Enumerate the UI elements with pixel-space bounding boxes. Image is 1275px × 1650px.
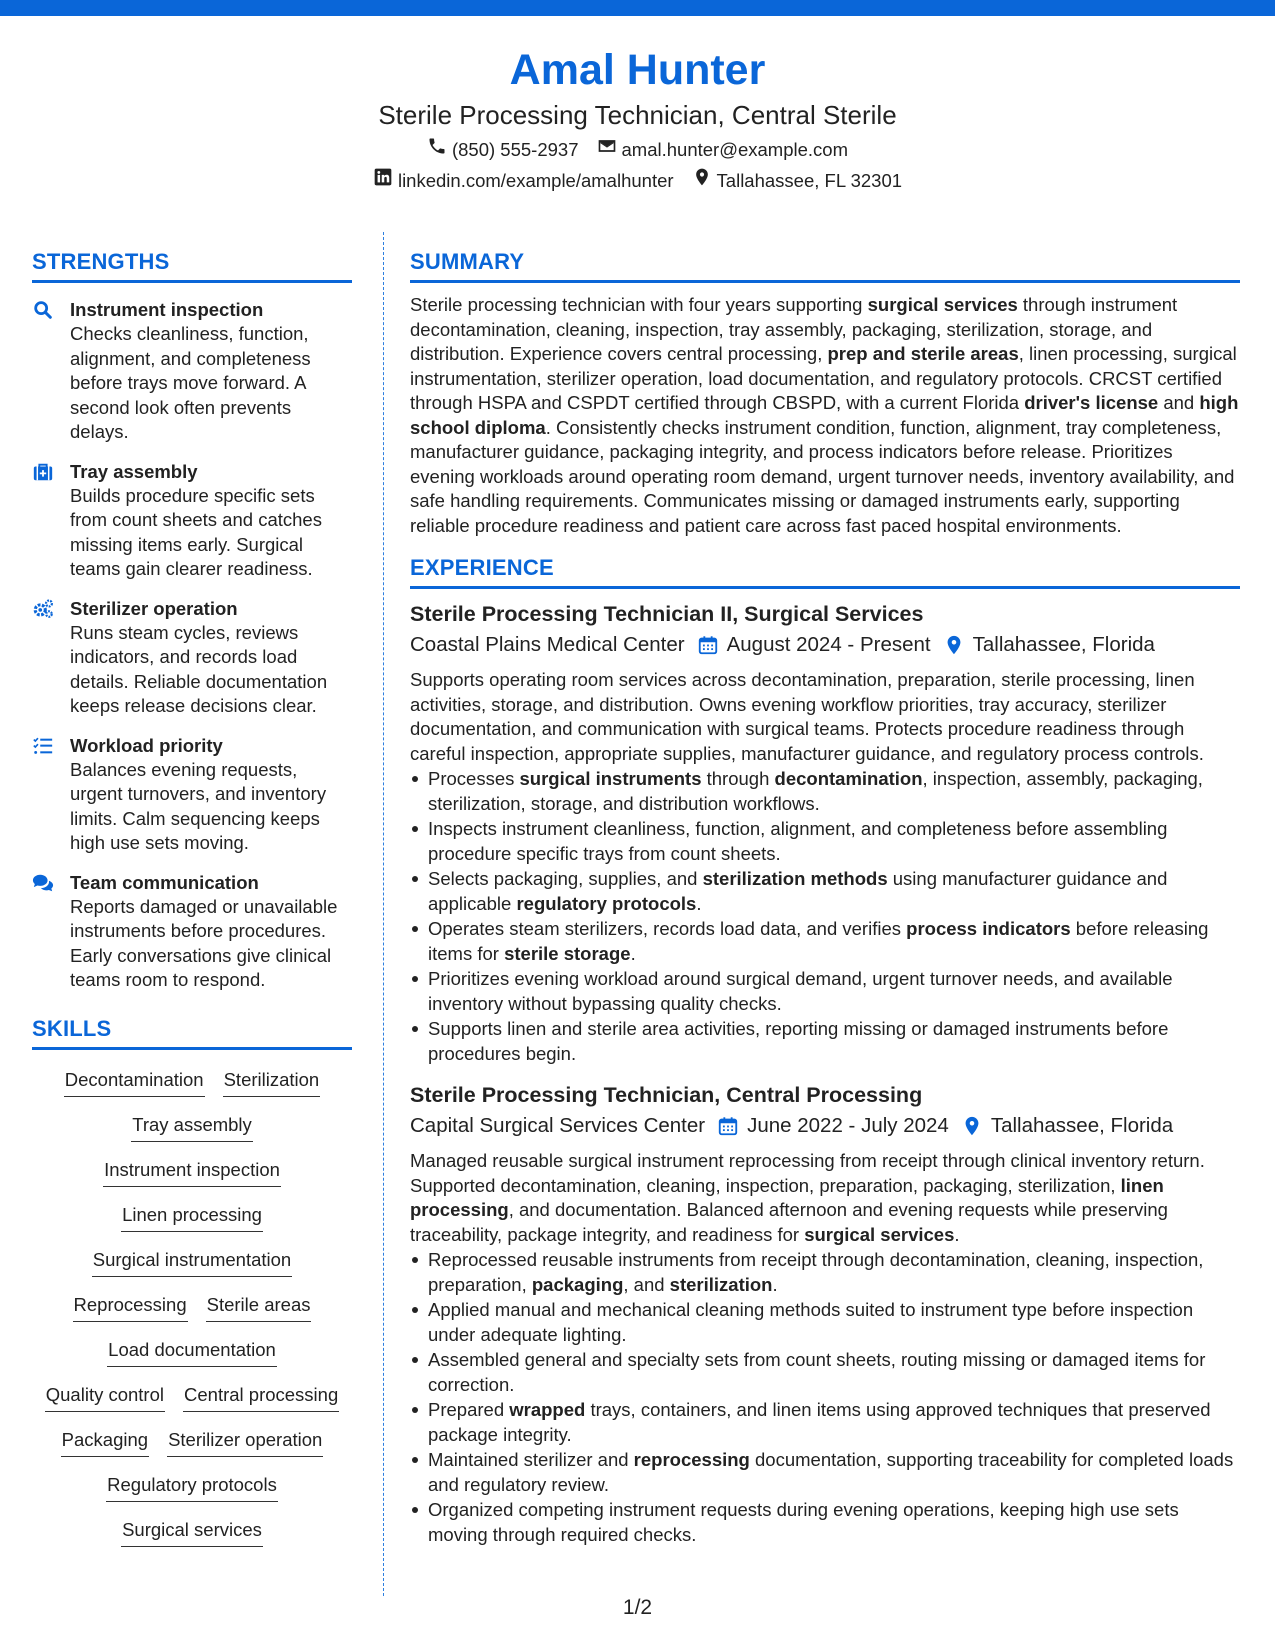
strength-item — [32, 297, 352, 445]
skill-row — [32, 1156, 352, 1201]
strength-title: Team communication — [70, 871, 259, 893]
experience-heading: EXPERIENCE — [410, 554, 1240, 589]
skill-tag: Decontamination — [64, 1066, 205, 1097]
job-meta — [410, 1111, 1240, 1141]
text-segment: Supports operating room services across decontamination, preparation, sterile processing, linen activities, storage, and distribution. Owns evening workflow priorities, tray accuracy, sterilizer documentation, and communication with surgical teams. Protects procedure readiness through careful inspection, appropriate supplies, manufacturer guidance, and regulatory process controls. — [410, 669, 1204, 764]
skill-tag: Regulatory protocols — [106, 1471, 278, 1502]
text-segment: Processes — [428, 768, 520, 789]
job-entry — [410, 599, 1240, 1066]
skill-tag: Instrument inspection — [103, 1156, 281, 1187]
text-segment: documentation, supporting traceability for completed loads and regulatory review. — [428, 1449, 1234, 1495]
text-segment: trays, containers, and linen items using approved techniques that preserved package integrity. — [428, 1399, 1211, 1445]
bold-text: surgical services — [804, 1223, 955, 1245]
text-segment: Maintained sterilizer and — [428, 1449, 634, 1470]
column-divider — [383, 232, 384, 1596]
bullet-item — [410, 817, 1240, 866]
left-column — [32, 248, 352, 1561]
summary-heading: SUMMARY — [410, 248, 1240, 283]
bullet-item — [410, 1298, 1240, 1347]
strength-desc: Balances evening requests, urgent turnovers, and inventory limits. Calm sequencing keeps high use sets moving. — [70, 758, 327, 853]
bold-text: sterilization methods — [702, 868, 888, 889]
text-segment: , inspection, assembly, packaging, sterilization, storage, and distribution workflows. — [428, 768, 1203, 814]
skill-tag: Sterilizer operation — [167, 1426, 323, 1457]
bold-text: high school diploma — [410, 392, 1239, 438]
bold-text: surgical services — [867, 294, 1018, 315]
text-segment: Operates steam sterilizers, records load data, and verifies — [428, 918, 907, 939]
skill-row — [32, 1471, 352, 1516]
job-dates: August 2024 - Present — [726, 633, 931, 656]
skill-row — [32, 1336, 352, 1381]
bold-text: sterile storage — [504, 942, 631, 964]
email-text: amal.hunter@example.com — [621, 138, 848, 160]
strength-title: Tray assembly — [70, 460, 198, 482]
bullet-item — [410, 917, 1240, 966]
text-segment: Prioritizes evening workload around surgical demand, urgent turnover needs, and available inventory without bypassing quality checks. — [428, 968, 1173, 1014]
phone-icon — [427, 136, 447, 163]
text-segment: Applied manual and mechanical cleaning methods suited to instrument type before inspection under adequate lighting. — [428, 1299, 1194, 1345]
strength-title: Instrument inspection — [70, 299, 264, 320]
text-segment: before releasing items for — [428, 918, 1209, 964]
bold-text: process indicators — [906, 918, 1071, 939]
text-segment: . — [630, 942, 636, 964]
medkit-icon — [32, 459, 56, 582]
job-location: Tallahassee, Florida — [990, 1114, 1174, 1137]
text-segment: . — [954, 1223, 960, 1245]
strength-item — [32, 733, 352, 856]
bullet-item — [410, 867, 1240, 916]
summary-text — [410, 293, 1240, 538]
strength-item — [32, 459, 352, 582]
text-segment: Selects packaging, supplies, and — [428, 868, 703, 889]
job-location: Tallahassee, Florida — [972, 633, 1155, 656]
location-contact — [692, 167, 902, 194]
bold-text: linen processing — [410, 1174, 1164, 1220]
text-segment: Supports linen and sterile area activities, reporting missing or damaged instruments before procedures begin. — [428, 1018, 1169, 1064]
comments-icon — [32, 870, 56, 993]
job-description — [410, 668, 1240, 766]
search-icon — [32, 297, 56, 445]
skill-row — [32, 1381, 352, 1426]
skill-tag: Central processing — [183, 1381, 339, 1412]
text-segment: , and — [623, 1273, 670, 1295]
text-segment: . — [696, 892, 702, 914]
skill-tag: Linen processing — [121, 1201, 263, 1232]
text-segment: using manufacturer guidance and applicable — [428, 868, 1168, 914]
skills-heading: SKILLS — [32, 1015, 352, 1050]
skill-tag: Reprocessing — [73, 1291, 188, 1322]
calendar-icon — [697, 634, 719, 656]
page-number: 1/2 — [622, 1596, 653, 1619]
company-name: Capital Surgical Services Center — [410, 1114, 706, 1137]
bold-text: packaging — [531, 1273, 624, 1295]
bold-text: reprocessing — [633, 1449, 750, 1470]
candidate-title: Sterile Processing Technician, Central Sterile — [378, 100, 897, 130]
skills-list — [32, 1066, 352, 1561]
text-segment: Prepared — [428, 1399, 510, 1420]
bold-text: regulatory protocols — [516, 892, 697, 914]
text-segment: Organized competing instrument requests during evening operations, keeping high use sets moving through required checks. — [428, 1499, 1179, 1545]
strength-item — [32, 870, 352, 993]
bold-text: decontamination — [774, 768, 923, 789]
skill-row — [32, 1516, 352, 1561]
contact-row-2 — [0, 167, 1275, 194]
text-segment: through instrument decontamination, cleaning, inspection, tray assembly, packaging, sterilization, storage, and distribution. Experience covers central processing, — [410, 294, 1178, 364]
phone-text: (850) 555-2937 — [451, 138, 579, 160]
bullet-item — [410, 767, 1240, 816]
skill-row — [32, 1291, 352, 1336]
job-bullets — [410, 1248, 1240, 1547]
skill-row — [32, 1426, 352, 1471]
strength-desc: Builds procedure specific sets from count sheets and catches missing items early. Surgical teams gain clearer readiness. — [70, 484, 322, 579]
text-segment: . Consistently checks instrument condition, function, alignment, tray completeness, manufacturer guidance, packaging integrity, and process indicators before release. Prioritizes evening workloads around operating room demand, urgent turnover needs, inventory availability, and safe handling requirements. Communicates missing or damaged instruments early, supporting reliable procedure readiness and patient care across fast paced hospital environments. — [410, 416, 1235, 536]
bullet-item — [410, 1248, 1240, 1297]
bullet-item — [410, 1398, 1240, 1447]
bullet-item — [410, 1017, 1240, 1066]
strength-desc: Checks cleanliness, function, alignment, and completeness before trays move forward. A second look often prevents delays. — [70, 323, 311, 442]
resume-header — [0, 44, 1275, 194]
text-segment: Assembled general and specialty sets from count sheets, routing missing or damaged items for correction. — [428, 1349, 1206, 1395]
skill-row — [32, 1066, 352, 1111]
strength-item — [32, 596, 352, 719]
map-pin-icon — [692, 167, 712, 194]
bold-text: sterilization — [669, 1273, 773, 1295]
job-entry — [410, 1080, 1240, 1547]
calendar-icon — [717, 1115, 739, 1137]
strength-desc: Runs steam cycles, reviews indicators, and records load details. Reliable documentation keeps release decisions clear. — [70, 621, 328, 716]
text-segment: Reprocessed reusable instruments from receipt through decontamination, cleaning, inspection, preparation, — [428, 1249, 1204, 1295]
skill-tag: Packaging — [61, 1426, 149, 1457]
text-segment: . — [772, 1273, 778, 1295]
map-pin-icon — [943, 634, 965, 656]
skill-tag: Surgical instrumentation — [92, 1246, 292, 1277]
strength-title: Sterilizer operation — [70, 597, 238, 619]
right-column — [410, 248, 1240, 1548]
linkedin-icon — [373, 167, 393, 194]
bold-text: wrapped — [509, 1399, 586, 1420]
text-segment: and — [1158, 392, 1200, 413]
list-check-icon — [32, 733, 56, 856]
phone-contact[interactable] — [427, 136, 579, 163]
bold-text: prep and sterile areas — [827, 343, 1019, 364]
job-bullets — [410, 767, 1240, 1066]
job-title: Sterile Processing Technician II, Surgical Services — [410, 602, 924, 626]
strength-title: Workload priority — [70, 734, 223, 756]
email-contact[interactable] — [597, 136, 849, 163]
text-segment: through — [701, 768, 775, 789]
linkedin-contact[interactable] — [373, 167, 674, 194]
job-description — [410, 1149, 1240, 1247]
skill-tag: Sterilization — [223, 1066, 321, 1097]
text-segment: Sterile processing technician with four years supporting — [410, 294, 868, 315]
skill-tag: Quality control — [45, 1381, 165, 1412]
bullet-item — [410, 1448, 1240, 1497]
location-text: Tallahassee, FL 32301 — [716, 169, 903, 191]
skill-tag: Surgical services — [121, 1516, 263, 1547]
candidate-name: Amal Hunter — [509, 46, 766, 94]
skill-row — [32, 1201, 352, 1246]
envelope-icon — [597, 136, 617, 163]
skill-tag: Tray assembly — [131, 1111, 253, 1142]
top-accent-bar — [0, 0, 1275, 16]
bullet-item — [410, 967, 1240, 1016]
job-title: Sterile Processing Technician, Central Processing — [410, 1083, 923, 1107]
linkedin-text: linkedin.com/example/amalhunter — [397, 169, 674, 191]
company-name: Coastal Plains Medical Center — [410, 633, 685, 656]
bold-text: surgical instruments — [519, 768, 702, 789]
contact-row-1 — [0, 136, 1275, 163]
text-segment: Inspects instrument cleanliness, function, alignment, and completeness before assembling procedure specific trays from count sheets. — [428, 818, 1168, 864]
skill-tag: Load documentation — [107, 1336, 277, 1367]
bold-text: driver's license — [1024, 392, 1159, 413]
text-segment: , and documentation. Balanced afternoon and evening requests while preserving traceability, package integrity, and readiness for — [410, 1199, 1168, 1245]
skill-tag: Sterile areas — [206, 1291, 312, 1322]
bullet-item — [410, 1348, 1240, 1397]
text-segment: Managed reusable surgical instrument reprocessing from receipt through clinical inventory return. Supported decontamination, cleaning, inspection, preparation, packaging, sterilization, — [410, 1150, 1205, 1196]
gears-icon — [32, 596, 56, 719]
job-dates: June 2022 - July 2024 — [747, 1114, 949, 1137]
skill-row — [32, 1246, 352, 1291]
text-segment: , linen processing, surgical instrumentation, sterilizer operation, load documentation, and regulatory protocols. CRCST certified through HSPA and CSPDT certified through CBSPD, with a current Florida — [410, 343, 1237, 413]
bullet-item — [410, 1498, 1240, 1547]
strength-desc: Reports damaged or unavailable instruments before procedures. Early conversations give clinical teams room to respond. — [70, 895, 338, 990]
skill-row — [32, 1111, 352, 1156]
map-pin-icon — [961, 1115, 983, 1137]
job-meta — [410, 630, 1240, 660]
strengths-heading: STRENGTHS — [32, 248, 352, 283]
